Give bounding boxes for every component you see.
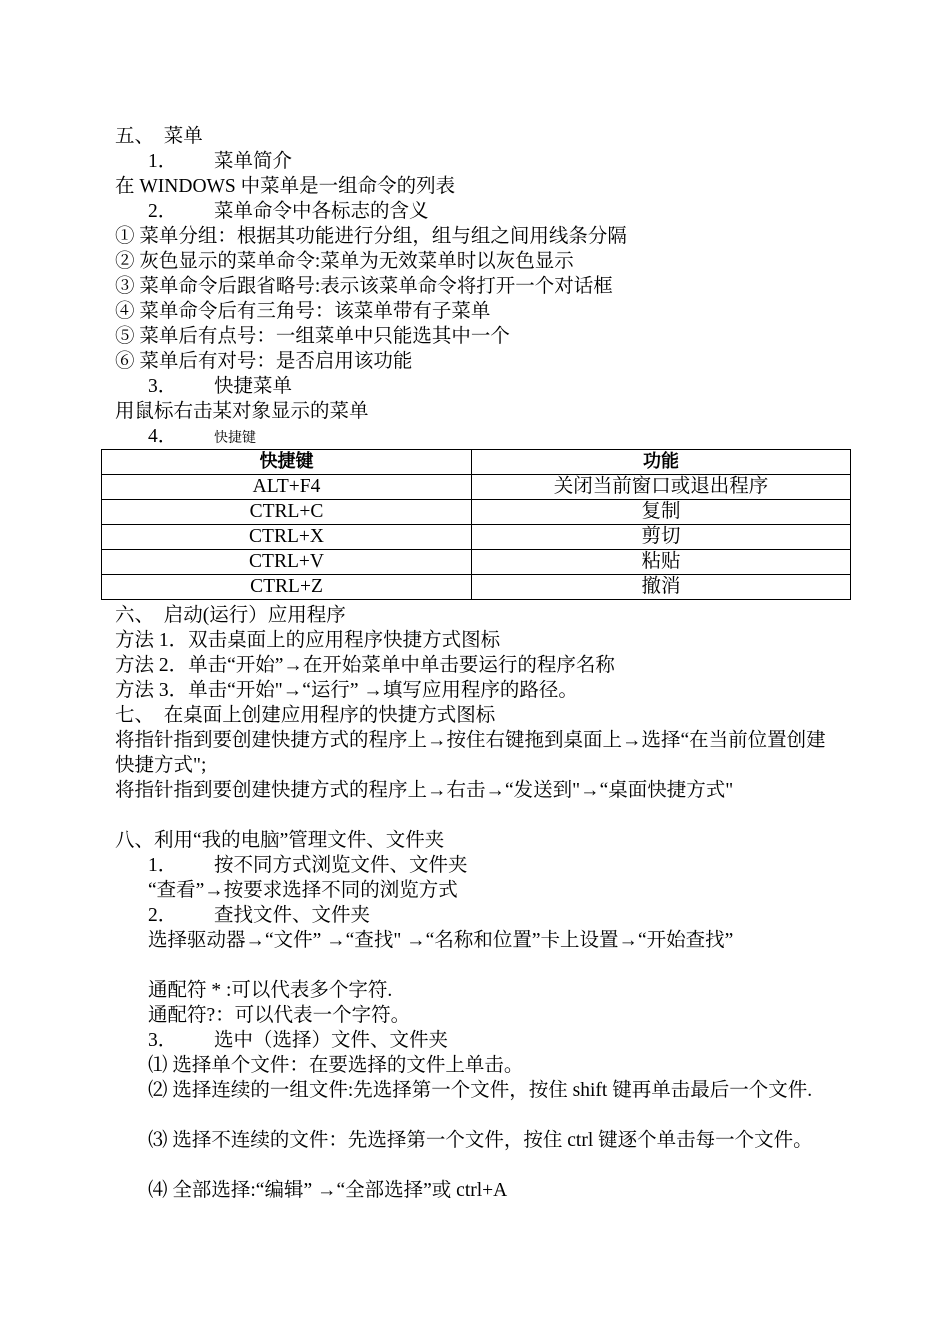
paragraph: 选择驱动器→“文件” →“查找" →“名称和位置”卡上设置→“开始查找” <box>148 930 734 951</box>
subheading-5-4: 4． 快捷键 <box>148 426 256 447</box>
table-cell: CTRL+C <box>102 500 472 525</box>
section-6-title: 六、 启动(运行）应用程序 <box>115 605 346 626</box>
subheading-5-1: 1． 菜单简介 <box>148 151 293 172</box>
column-header: 快捷键 <box>102 450 472 475</box>
list-item: ⑤ 菜单后有点号：一组菜单中只能选其中一个 <box>115 326 510 347</box>
subheading-8-3: 3． 选中（选择）文件、文件夹 <box>148 1030 449 1051</box>
section-8-title: 八、利用“我的电脑”管理文件、文件夹 <box>115 830 445 851</box>
table-header-row <box>102 450 851 475</box>
column-header: 功能 <box>472 450 851 475</box>
paragraph: 通配符?：可以代表一个字符。 <box>148 1005 411 1026</box>
section-5-title: 五、 菜单 <box>115 126 203 147</box>
method-item: 方法 1．双击桌面上的应用程序快捷方式图标 <box>115 630 501 651</box>
list-item: ② 灰色显示的菜单命令:菜单为无效菜单时以灰色显示 <box>115 251 574 272</box>
table-row <box>102 500 851 525</box>
table-row <box>102 550 851 575</box>
list-item: ③ 菜单命令后跟省略号:表示该菜单命令将打开一个对话框 <box>115 276 613 297</box>
table-cell: CTRL+V <box>102 550 472 575</box>
subheading-5-3: 3． 快捷菜单 <box>148 376 293 397</box>
table-row <box>102 475 851 500</box>
table-cell: CTRL+Z <box>102 575 472 600</box>
table-cell: 剪切 <box>472 525 851 550</box>
table-cell: ALT+F4 <box>102 475 472 500</box>
paragraph: “查看”→按要求选择不同的浏览方式 <box>148 880 458 901</box>
paragraph: 将指针指到要创建快捷方式的程序上→按住右键拖到桌面上→选择“在当前位置创建快捷方式"; <box>115 730 826 776</box>
list-item: ① 菜单分组：根据其功能进行分组，组与组之间用线条分隔 <box>115 226 627 247</box>
list-item: ⑴ 选择单个文件：在要选择的文件上单击。 <box>148 1055 524 1076</box>
list-item: ⑥ 菜单后有对号：是否启用该功能 <box>115 351 413 372</box>
table-cell: 粘贴 <box>472 550 851 575</box>
list-item: ⑷ 全部选择:“编辑” →“全部选择”或 ctrl+A <box>148 1180 508 1201</box>
subheading-8-1: 1． 按不同方式浏览文件、文件夹 <box>148 855 468 876</box>
list-item: ⑶ 选择不连续的文件：先选择第一个文件，按住 ctrl 键逐个单击每一个文件。 <box>148 1130 813 1151</box>
subheading-5-2: 2． 菜单命令中各标志的含义 <box>148 201 429 222</box>
paragraph: 通配符 * :可以代表多个字符. <box>148 980 393 1001</box>
table-cell: 关闭当前窗口或退出程序 <box>472 475 851 500</box>
paragraph: 用鼠标右击某对象显示的菜单 <box>115 401 369 422</box>
method-item: 方法 2．单击“开始”→在开始菜单中单击要运行的程序名称 <box>115 655 615 676</box>
table-cell: 撤消 <box>472 575 851 600</box>
table-row <box>102 575 851 600</box>
shortcut-table <box>101 449 851 600</box>
table-cell: CTRL+X <box>102 525 472 550</box>
method-item: 方法 3．单击“开始"→“运行” →填写应用程序的路径。 <box>115 680 578 701</box>
table-row <box>102 525 851 550</box>
list-item: ④ 菜单命令后有三角号：该菜单带有子菜单 <box>115 301 491 322</box>
subheading-8-2: 2． 查找文件、文件夹 <box>148 905 371 926</box>
paragraph: 将指针指到要创建快捷方式的程序上→右击→“发送到"→“桌面快捷方式" <box>115 780 734 801</box>
list-item: ⑵ 选择连续的一组文件:先选择第一个文件，按住 shift 键再单击最后一个文件. <box>148 1080 813 1101</box>
table-cell: 复制 <box>472 500 851 525</box>
section-7-title: 七、 在桌面上创建应用程序的快捷方式图标 <box>115 705 496 726</box>
paragraph: 在 WINDOWS 中菜单是一组命令的列表 <box>115 176 456 197</box>
